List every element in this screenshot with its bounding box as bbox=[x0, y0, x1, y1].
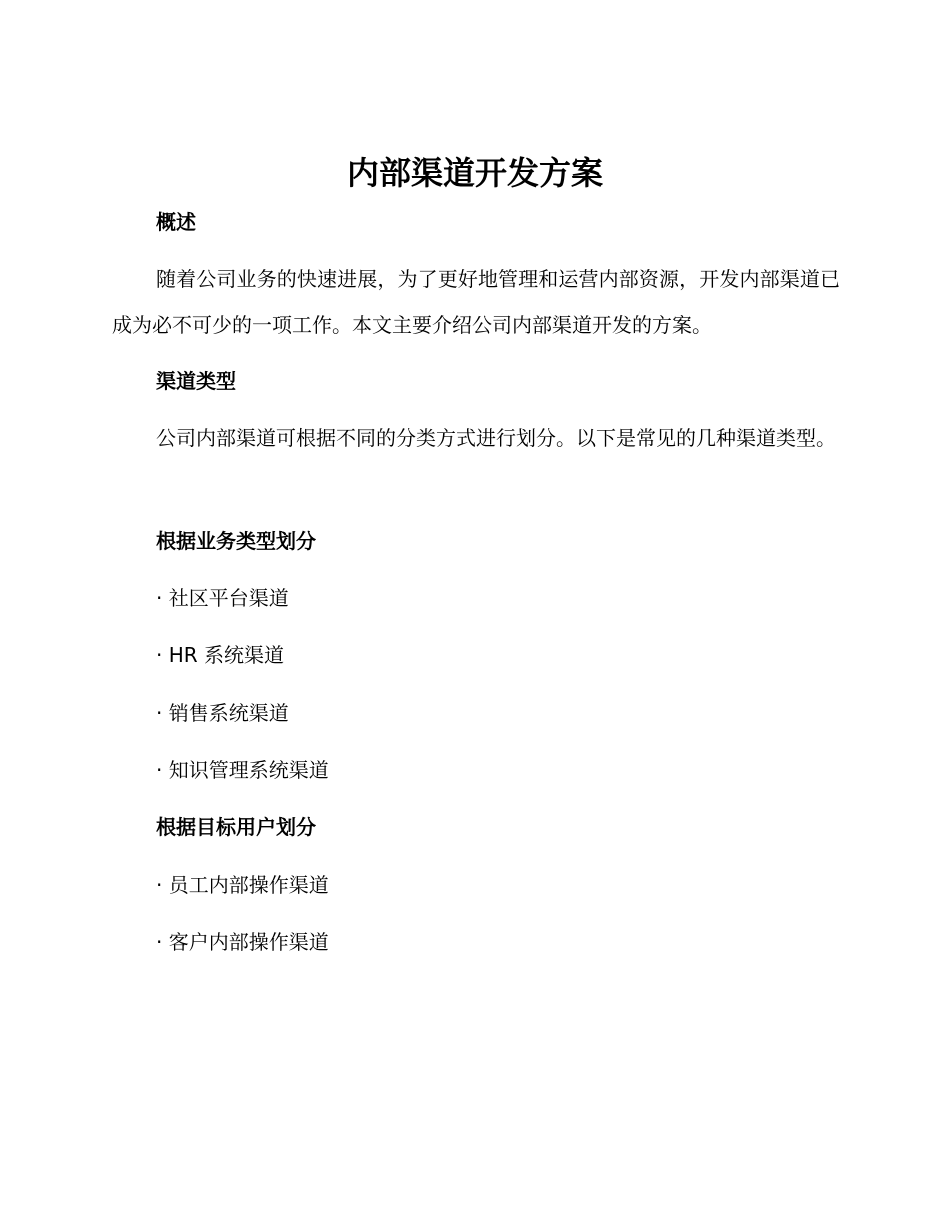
list-item: · 知识管理系统渠道 bbox=[156, 758, 329, 782]
list-item: · HR 系统渠道 bbox=[156, 643, 285, 667]
list-item: · 销售系统渠道 bbox=[156, 701, 289, 725]
document-title: 内部渠道开发方案 bbox=[346, 154, 603, 192]
section-heading-by-user: 根据目标用户划分 bbox=[156, 815, 316, 839]
list-item: · 客户内部操作渠道 bbox=[156, 930, 329, 954]
overview-paragraph: 随着公司业务的快速进展，为了更好地管理和运营内部资源，开发内部渠道已成为必不可少的一项工作。本文主要介绍公司内部渠道开发的方案。 bbox=[112, 267, 840, 337]
section-heading-channel-types: 渠道类型 bbox=[156, 369, 236, 393]
list-item: · 员工内部操作渠道 bbox=[156, 873, 329, 897]
list-item: · 社区平台渠道 bbox=[156, 586, 289, 610]
section-heading-by-business: 根据业务类型划分 bbox=[156, 529, 316, 553]
section-heading-overview: 概述 bbox=[156, 210, 196, 234]
channel-types-paragraph: 公司内部渠道可根据不同的分类方式进行划分。以下是常见的几种渠道类型。 bbox=[156, 426, 836, 450]
